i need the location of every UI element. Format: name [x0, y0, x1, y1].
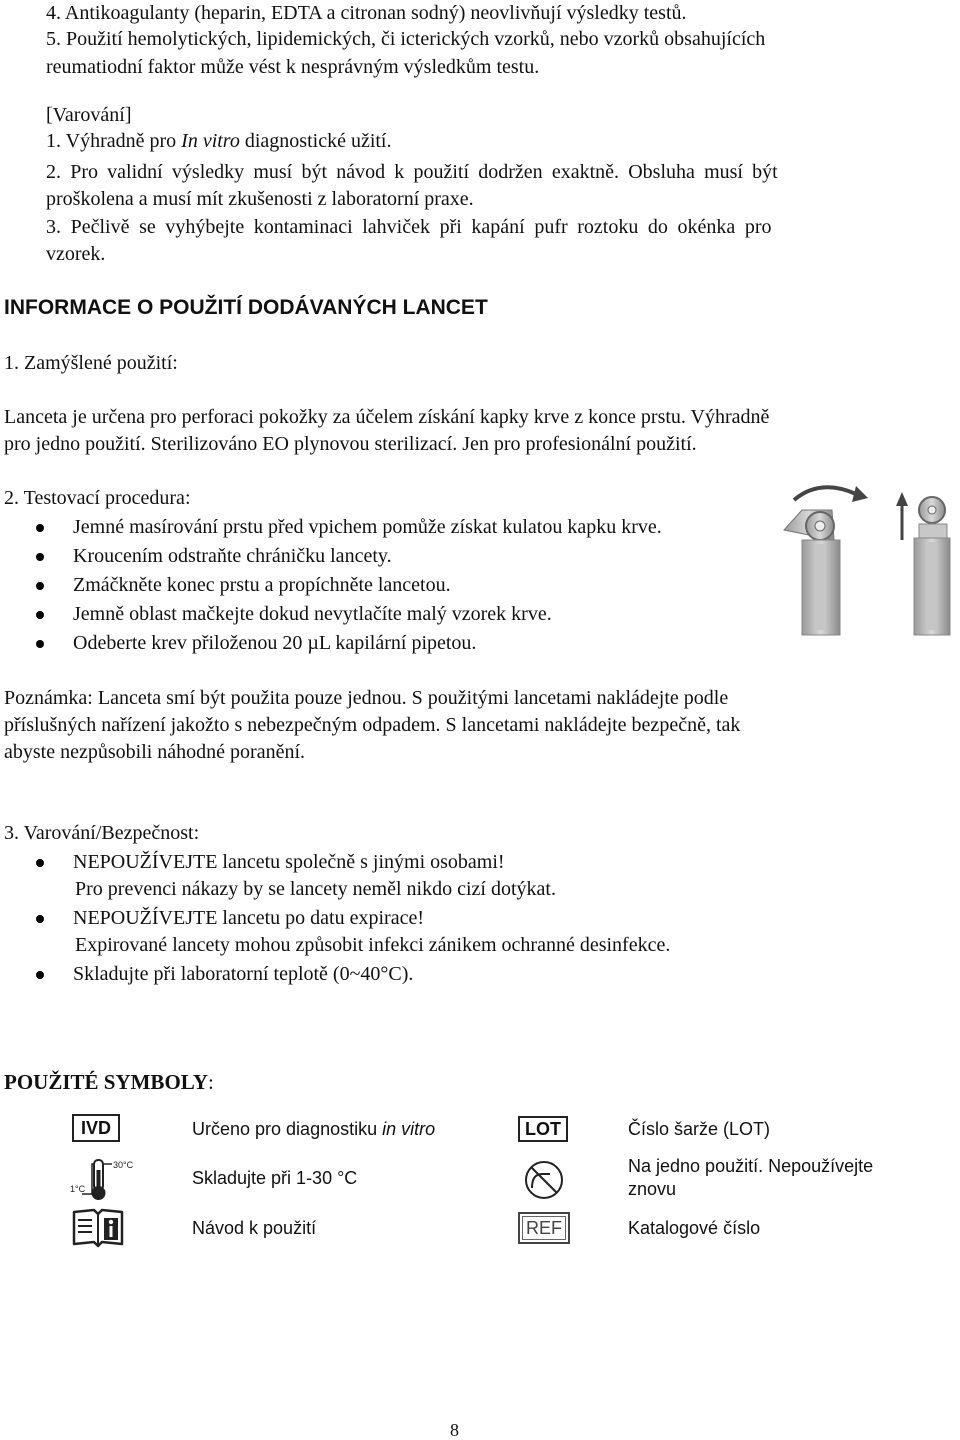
- ivd-description-text: Určeno pro diagnostiku: [192, 1119, 383, 1139]
- lancet-illustration: [772, 480, 960, 640]
- temperature-description: Skladujte při 1-30 °C: [192, 1168, 358, 1188]
- note-line3: abyste nezpůsobili náhodné poranění.: [4, 741, 306, 763]
- lot-description: Číslo šarže (LOT): [628, 1119, 771, 1139]
- procedure-step: Odeberte krev přiloženou 20 µL kapilární pipetou.: [73, 632, 477, 654]
- twist-arrow-head-icon: [852, 486, 868, 502]
- warning-3-line2: vzorek.: [46, 243, 106, 265]
- page-number: 8: [450, 1420, 459, 1440]
- symbols-heading-text: POUŽITÉ SYMBOLY: [4, 1070, 209, 1094]
- warning-1-italic: In vitro: [181, 130, 240, 152]
- bullet: [36, 859, 44, 867]
- ref-symbol-label: REF: [522, 1216, 566, 1240]
- lancet-body-right-ridge-shape: [927, 542, 937, 630]
- lancet-cap-hole-shape: [815, 521, 825, 531]
- safety-item-sub: Pro prevenci nákazy by se lancety neměl nikdo cizí dotýkat.: [75, 878, 556, 900]
- bullet: [36, 524, 44, 532]
- lancet-body-ridge-shape: [816, 544, 826, 630]
- temperature-high-label: 30°C: [113, 1160, 134, 1170]
- procedure-step: Zmáčkněte konec prstu a propíchněte lancetou.: [73, 574, 451, 596]
- symbols-heading-colon: :: [208, 1070, 214, 1094]
- warnings-heading: [Varování]: [46, 104, 132, 126]
- warning-2-line2: proškolena a musí mít zkušenosti z laboratorní praxe.: [46, 188, 474, 210]
- ref-description: Katalogové číslo: [628, 1218, 761, 1238]
- ivd-symbol-icon: IVD: [72, 1114, 120, 1142]
- symbols-heading: [4, 1068, 214, 1096]
- list-item-4: 4. Antikoagulanty (heparin, EDTA a citronan sodný) neovlivňují výsledky testů.: [46, 2, 687, 24]
- safety-item-main: NEPOUŽÍVEJTE lancetu společně s jinými osobami!: [73, 851, 505, 873]
- single-use-description-line1: Na jedno použití. Nepoužívejte: [628, 1156, 874, 1176]
- safety-item-sub: Expirované lancety mohou způsobit infekci zánikem ochranné desinfekce.: [75, 934, 671, 956]
- warning-1: [46, 128, 392, 155]
- twist-arrow-icon: [794, 487, 856, 500]
- lancet-neck-shape: [919, 524, 947, 538]
- warning-3-line1: 3. Pečlivě se vyhýbejte kontaminaci lahviček při kapání pufr roztoku do okénka pro: [46, 216, 772, 238]
- instructions-description: Návod k použití: [192, 1218, 317, 1238]
- temperature-limit-icon: [70, 1156, 136, 1202]
- procedure-heading: 2. Testovací procedura:: [4, 487, 191, 509]
- safety-item-main: NEPOUŽÍVEJTE lancetu po datu expirace!: [73, 907, 424, 929]
- lancet-section-heading: INFORMACE O POUŽITÍ DODÁVANÝCH LANCET: [4, 296, 488, 319]
- bullet: [36, 553, 44, 561]
- intended-use-line1: Lanceta je určena pro perforaci pokožky za účelem získání kapky krve z konce prstu. Výhradně: [4, 406, 770, 428]
- procedure-step: Kroucením odstraňte chráničku lancety.: [73, 545, 392, 567]
- note-line2: příslušných nařízení jakožto s nebezpečným odpadem. S lancetami nakládejte bezpečně, tak: [4, 714, 741, 736]
- bullet: [36, 582, 44, 590]
- bullet: [36, 971, 44, 979]
- procedure-step: Jemně oblast mačkejte dokud nevytlačíte malý vzorek krve.: [73, 603, 552, 625]
- warning-1-suffix: diagnostické užití.: [239, 130, 392, 152]
- warning-1-prefix: 1. Výhradně pro: [46, 130, 182, 152]
- bullet: [36, 611, 44, 619]
- note-line1: Poznámka: Lanceta smí být použita pouze jednou. S použitými lancetami nakládejte podle: [4, 687, 729, 709]
- single-use-icon: [522, 1158, 566, 1202]
- ref-symbol-icon: [518, 1212, 570, 1244]
- bullet: [36, 640, 44, 648]
- procedure-step: Jemné masírování prstu před vpichem pomůže získat kulatou kapku krve.: [73, 516, 662, 538]
- temperature-low-label: 1°C: [70, 1184, 86, 1194]
- ivd-description: [192, 1118, 435, 1141]
- single-use-description-line2: znovu: [628, 1179, 677, 1199]
- lot-symbol-icon: LOT: [518, 1116, 568, 1142]
- safety-heading: 3. Varování/Bezpečnost:: [4, 822, 200, 844]
- push-arrow-head-icon: [896, 492, 908, 506]
- single-use-description: [628, 1155, 873, 1201]
- instructions-book-icon: [70, 1206, 126, 1250]
- ivd-description-italic: in vitro: [382, 1119, 436, 1139]
- bullet: [36, 915, 44, 923]
- warning-2-line1: 2. Pro validní výsledky musí být návod k použití dodržen exaktně. Obsluha musí být: [46, 161, 778, 183]
- safety-item-main: Skladujte při laboratorní teplotě (0~40°C).: [73, 963, 414, 985]
- list-item-5-line2: reumatiodní faktor může vést k nesprávným výsledkům testu.: [46, 56, 540, 78]
- intended-use-line2: pro jedno použití. Sterilizováno EO plynovou sterilizací. Jen pro profesionální použití.: [4, 433, 697, 455]
- list-item-5-line1: 5. Použití hemolytických, lipidemických, či icterických vzorků, nebo vzorků obsahujících: [46, 28, 766, 50]
- thermometer-bulb-shape: [92, 1186, 106, 1200]
- lancet-ring-hole-shape: [928, 506, 936, 514]
- intended-use-heading: 1. Zamýšlené použití:: [4, 352, 178, 374]
